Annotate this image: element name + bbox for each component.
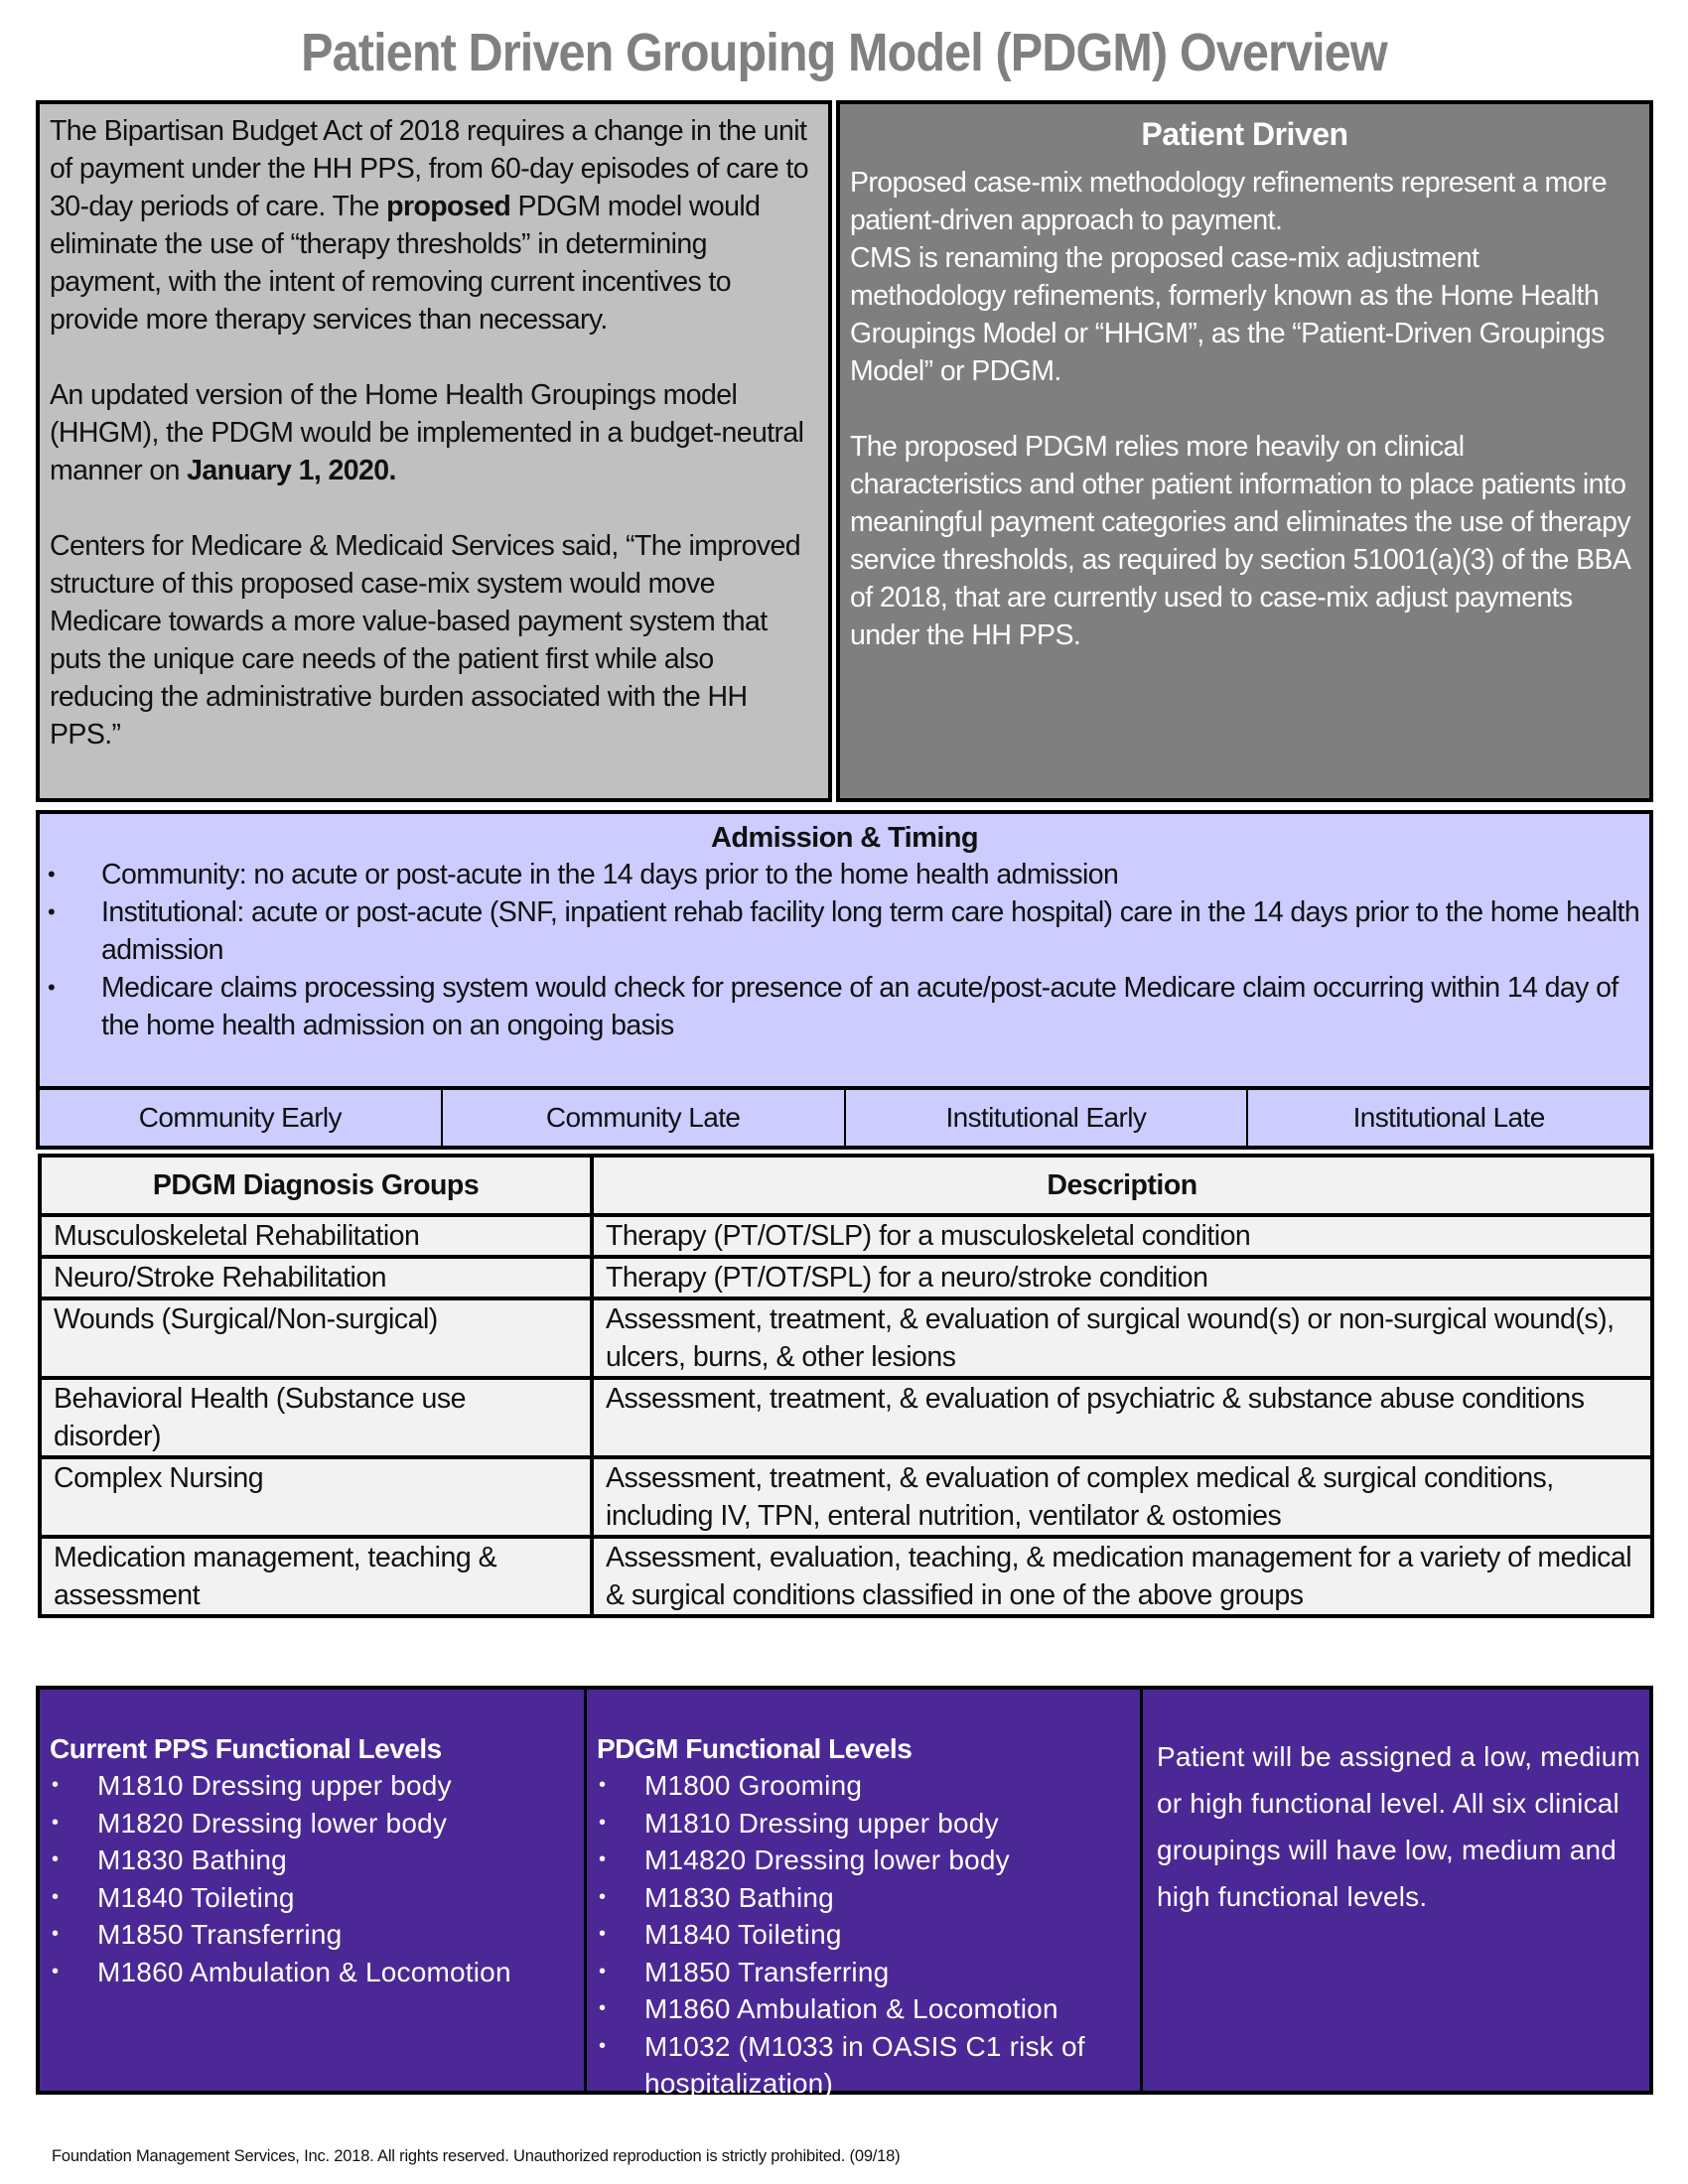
table-row [40, 1378, 1652, 1457]
bullet-icon: • [599, 1997, 607, 2019]
pdgm-functional-heading: PDGM Functional Levels [597, 1733, 913, 1764]
group-name: Neuro/Stroke Rehabilitation [40, 1257, 592, 1298]
list-item: • M1810 Dressing upper body [597, 1805, 1134, 1843]
pdgm-functional-list [597, 1767, 1134, 2103]
list-item: • M1850 Transferring [50, 1916, 578, 1954]
list-item: • M1830 Bathing [50, 1842, 578, 1879]
functional-note-column [1140, 1690, 1649, 2091]
list-item: • M1800 Grooming [597, 1767, 1134, 1805]
list-item: • M14820 Dressing lower body [597, 1842, 1134, 1879]
bullet-icon: • [52, 1923, 60, 1945]
column-header-description: Description [592, 1156, 1652, 1215]
bullet-icon: • [48, 862, 56, 887]
timing-categories-row [36, 1086, 1653, 1150]
current-pps-heading: Current PPS Functional Levels [50, 1733, 442, 1764]
list-item: • M1032 (M1033 in OASIS C1 risk of hospitalization) [597, 2028, 1134, 2103]
pdgm-functional-column [584, 1690, 1140, 2099]
patient-driven-panel [836, 100, 1653, 802]
table-row [40, 1257, 1652, 1298]
current-pps-list [50, 1767, 578, 1990]
list-item: • Medicare claims processing system would check for presence of an acute/post-acute Medicare claim occurring within 14 day of the home health admission on an ongoing basis [46, 969, 1643, 1044]
group-name: Musculoskeletal Rehabilitation [40, 1215, 592, 1257]
group-name: Complex Nursing [40, 1457, 592, 1537]
list-item: • Institutional: acute or post-acute (SNF, inpatient rehab facility long term care hospital) care in the 14 days prior to the home health admission [46, 893, 1643, 969]
bullet-icon: • [48, 899, 56, 924]
bullet-icon: • [52, 1774, 60, 1796]
list-item: • Community: no acute or post-acute in the 14 days prior to the home health admission [46, 856, 1643, 893]
list-item: • M1840 Toileting [50, 1879, 578, 1917]
bullet-icon: • [52, 1960, 60, 1982]
page-title: Patient Driven Grouping Model (PDGM) Overview [301, 23, 1387, 82]
column-header-groups: PDGM Diagnosis Groups [40, 1156, 592, 1215]
group-description: Assessment, treatment, & evaluation of complex medical & surgical conditions, including IV, TPN, enteral nutrition, ventilator & ostomies [592, 1457, 1652, 1537]
bullet-icon: • [52, 1811, 60, 1834]
intro-paragraph-3: Centers for Medicare & Medicaid Services said, “The improved structure of this proposed case-mix system would move Medicare towards a more value-based payment system that puts the unique care needs of the patient first while also reducing the administrative burden associated with the HH PPS.” [50, 530, 800, 751]
admission-list [46, 856, 1643, 1044]
group-description: Assessment, evaluation, teaching, & medication management for a variety of medical & surgical conditions classified in one of the above groups [592, 1537, 1652, 1616]
group-description: Therapy (PT/OT/SPL) for a neuro/stroke condition [592, 1257, 1652, 1298]
bullet-icon: • [599, 1960, 607, 1982]
bullet-icon: • [52, 1848, 60, 1870]
admission-heading: Admission & Timing [710, 822, 979, 854]
list-item: • M1830 Bathing [597, 1879, 1134, 1917]
group-name: Wounds (Surgical/Non-surgical) [40, 1298, 592, 1378]
bullet-icon: • [599, 1885, 607, 1908]
bullet-icon: • [599, 1923, 607, 1945]
patient-driven-paragraph: Proposed case-mix methodology refinements represent a more patient-driven approach to payment. CMS is renaming the proposed case-mix adjustment methodology refinements, formerly known as the Home Health Groupings Model or “HHGM”, as the “Patient-Driven Groupings Model” or PDGM. [850, 167, 1608, 387]
category-institutional-late: Institutional Late [1246, 1090, 1649, 1146]
list-item: • M1850 Transferring [597, 1954, 1134, 1991]
bullet-icon: • [599, 1848, 607, 1870]
list-item: • M1810 Dressing upper body [50, 1767, 578, 1805]
diagnosis-groups-table [38, 1154, 1654, 1618]
list-item: • M1860 Ambulation & Locomotion [597, 1990, 1134, 2028]
group-description: Therapy (PT/OT/SLP) for a musculoskeletal condition [592, 1215, 1652, 1257]
table-header-row [40, 1156, 1652, 1215]
patient-driven-paragraph-2: The proposed PDGM relies more heavily on clinical characteristics and other patient information to place patients into meaningful payment categories and eliminates the use of therapy service thresholds, as required by section 51001(a)(3) of the BBA of 2018, that are currently used to case-mix adjust payments under the HH PPS. [850, 431, 1631, 651]
list-item: • M1840 Toileting [597, 1916, 1134, 1954]
group-description: Assessment, treatment, & evaluation of psychiatric & substance abuse conditions [592, 1378, 1652, 1457]
table-row [40, 1457, 1652, 1537]
table-row [40, 1537, 1652, 1616]
copyright-footer: Foundation Management Services, Inc. 2018. All rights reserved. Unauthorized reproduction is strictly prohibited. (09/18) [52, 2147, 901, 2165]
category-community-early: Community Early [138, 1102, 342, 1133]
intro-paragraph-1: The Bipartisan Budget Act of 2018 requires a change in the unit of payment under the HH PPS, from 60-day episodes of care to 30-day periods of care. The proposed PDGM model would eliminate the use of “therapy thresholds” in determining payment, with the intent of removing current incentives to provide more therapy services than necessary. [50, 115, 809, 336]
bullet-icon: • [599, 1811, 607, 1834]
list-item: • M1820 Dressing lower body [50, 1805, 578, 1843]
bullet-icon: • [52, 1885, 60, 1908]
bullet-icon: • [599, 1774, 607, 1796]
functional-note: Patient will be assigned a low, medium or high functional level. All six clinical groupings will have low, medium and high functional levels. [1157, 1741, 1640, 1912]
bullet-icon: • [599, 2034, 607, 2057]
functional-levels-panel [36, 1686, 1653, 2099]
group-name: Medication management, teaching & assessment [40, 1537, 592, 1616]
intro-panel [36, 100, 832, 802]
group-name: Behavioral Health (Substance use disorder) [40, 1378, 592, 1457]
list-item: • M1860 Ambulation & Locomotion [50, 1954, 578, 1991]
category-community-late: Community Late [441, 1090, 844, 1146]
admission-timing-panel [36, 810, 1653, 1090]
patient-driven-heading: Patient Driven [1141, 116, 1348, 152]
intro-paragraph-2: An updated version of the Home Health Groupings model (HHGM), the PDGM would be implemented in a budget-neutral manner on January 1, 2020. [50, 379, 804, 486]
current-pps-column [40, 1690, 584, 2091]
bullet-icon: • [48, 975, 56, 1000]
group-description: Assessment, treatment, & evaluation of surgical wound(s) or non-surgical wound(s), ulcers, burns, & other lesions [592, 1298, 1652, 1378]
table-row [40, 1298, 1652, 1378]
table-row [40, 1215, 1652, 1257]
category-institutional-early: Institutional Early [844, 1090, 1247, 1146]
